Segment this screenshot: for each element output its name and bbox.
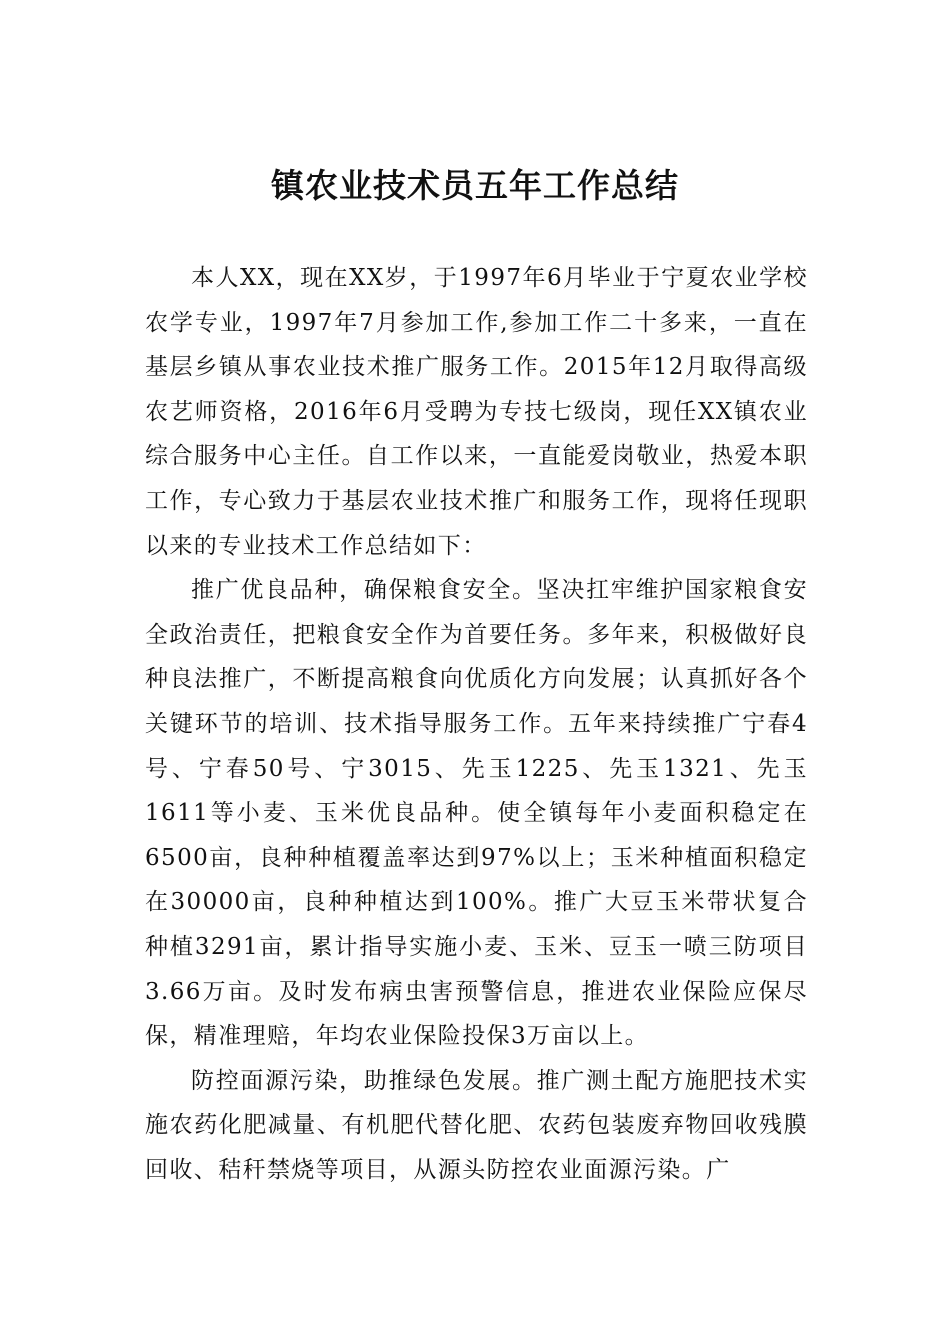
paragraph-intro: 本人XX，现在XX岁，于1997年6月毕业于宁夏农业学校农学专业，1997年7月参加工作,参加工作二十多来，一直在基层乡镇从事农业技术推广服务工作。2015年12月取得高级农艺师资格，2016年6月受聘为专技七级岗，现任XX镇农业综合服务中心主任。自工作以来，一直能爱岗敬业，热爱本职工作，专心致力于基层农业技术推广和服务工作，现将任现职以来的专业技术工作总结如下：	[145, 265, 808, 559]
paragraph-pollution-control: 防控面源污染，助推绿色发展。推广测土配方施肥技术实施农药化肥减量、有机肥代替化肥、农药包装废弃物回收残膜回收、秸秆禁烧等项目，从源头防控农业面源污染。广	[145, 1067, 808, 1183]
document-body	[145, 256, 808, 1192]
document-title: 镇农业技术员五年工作总结	[271, 166, 679, 205]
paragraph-seed-promotion: 推广优良品种，确保粮食安全。坚决扛牢维护国家粮食安全政治责任，把粮食安全作为首要任务。多年来，积极做好良种良法推广，不断提高粮食向优质化方向发展；认真抓好各个关键环节的培训、技术指导服务工作。五年来持续推广宁春4号、宁春50号、宁3015、先玉1225、先玉1321、先玉1611等小麦、玉米优良品种。使全镇每年小麦面积稳定在6500亩，良种种植覆盖率达到97%以上；玉米种植面积稳定在30000亩，良种种植达到100%。推广大豆玉米带状复合种植3291亩，累计指导实施小麦、玉米、豆玉一喷三防项目3.66万亩。及时发布病虫害预警信息，推进农业保险应保尽保，精准理赔，年均农业保险投保3万亩以上。	[145, 577, 808, 1050]
